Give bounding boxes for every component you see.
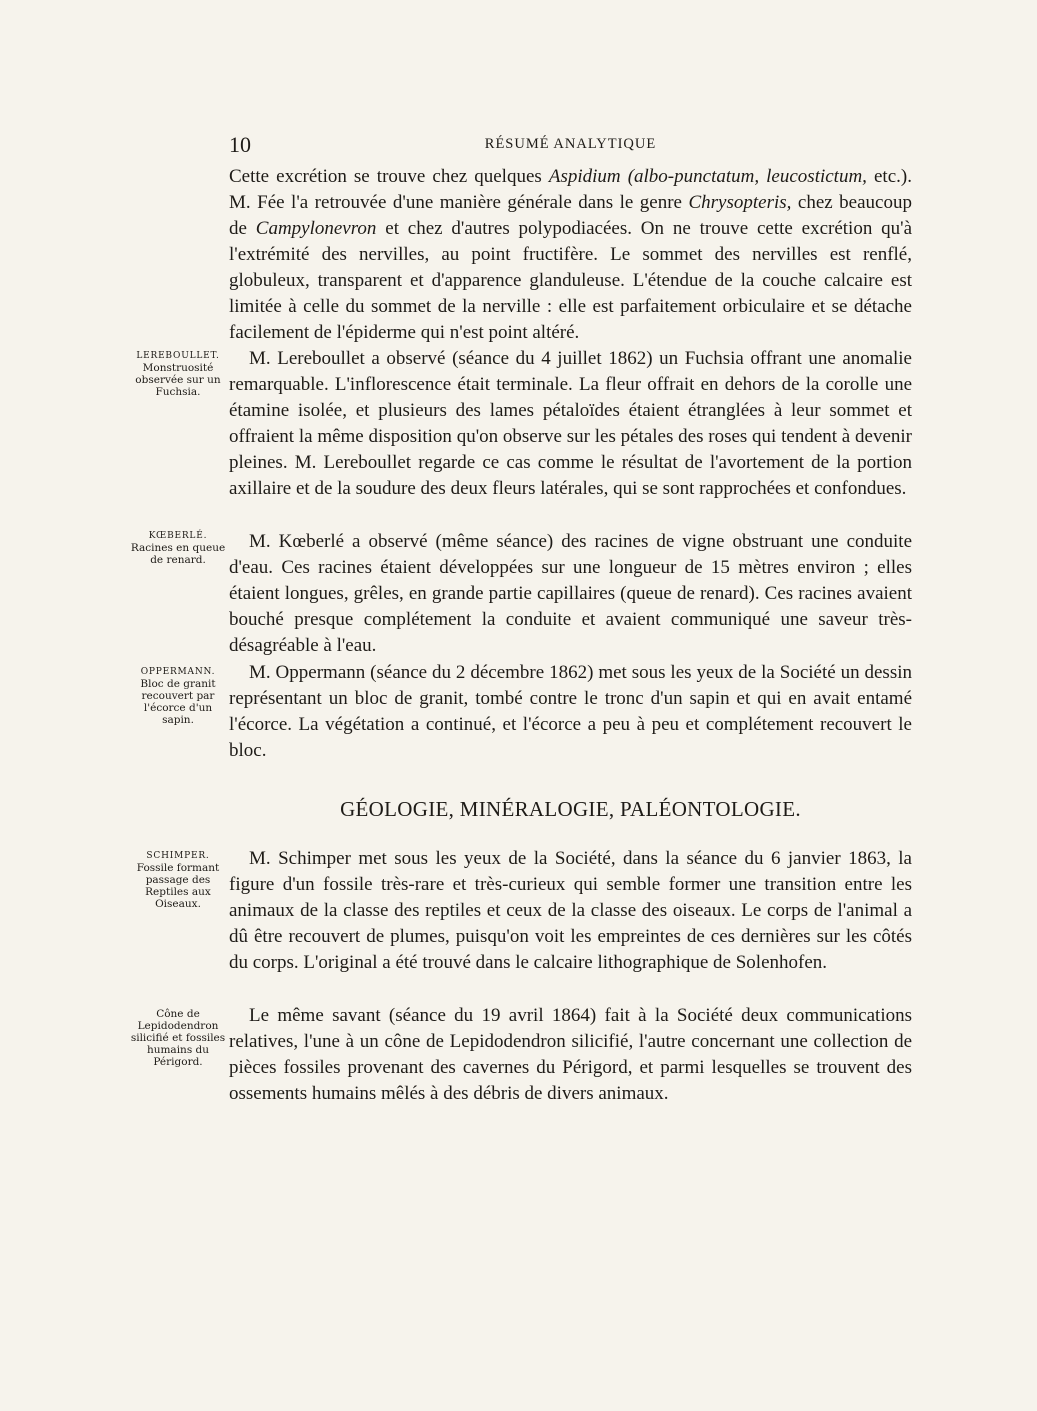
running-head: RÉSUMÉ ANALYTIQUE <box>484 136 657 152</box>
italic-genus: Chrysopteris, <box>688 192 792 213</box>
paragraph-text: M. Lereboullet a observé (séance du 4 juillet 1862) un Fuchsia offrant une anomalie remarquable. L'inflorescence était terminale. La fleur offrait en dehors de la corolle une étamine isolée, et plusieurs des lames pétaloïdes étaient étranglées à leur sommet et offraient la même disposition qu'on observe sur les pétales des roses qui tendent à devenir pleines. M. Lereboullet regarde ce cas comme le résultat de l'avortement de la portion axillaire et de la soudure des deux fleurs latérales, qui se sont rapprochées et confondues. <box>229 348 912 499</box>
paragraph-koeberle <box>229 529 912 659</box>
paragraph-text: M. Schimper met sous les yeux de la Société, dans la séance du 6 janvier 1863, la figure d'un fossile très-rare et très-curieux qui semble former une transition entre les animaux de la classe des reptiles et ceux de la classe des oiseaux. Le corps de l'animal a dû être recouvert de plumes, puisqu'on voit les empreintes de ces dernières sur les côtés du corps. L'original a été trouvé dans le calcaire lithographique de Solenhofen. <box>229 848 912 973</box>
margin-note-author: LEREBOULLET. <box>136 351 220 361</box>
paragraph-schimper <box>229 846 912 976</box>
margin-note-author: OPPERMANN. <box>140 667 216 677</box>
paragraph-lepidodendron <box>229 1003 912 1107</box>
margin-note-koeberle <box>130 530 226 566</box>
paragraph-text: M. Kœberlé a observé (même séance) des racines de vigne obstruant une conduite d'eau. Ces racines étaient développées sur une longueur de 15 mètres environ ; elles étaient longues, grêles, en grande partie capillaires (queue de renard). Ces racines avaient bouché presque complétement la conduite et avaient communiqué une saveur très-désagréable à l'eau. <box>229 531 912 656</box>
paragraph-excretion <box>229 164 912 346</box>
section-title: GÉOLOGIE, MINÉRALOGIE, PALÉONTOLOGIE. <box>340 797 801 821</box>
margin-note-lepidodendron <box>130 1008 226 1068</box>
page-header <box>229 132 912 158</box>
page-number: 10 <box>229 132 251 157</box>
paragraph-text: Cette excrétion se trouve chez quelques Aspidium (albo-punctatum, leucostictum, etc.). M. Fée l'a retrouvée d'une manière générale dans le genre Chrysopteris, chez beaucoup de Campylonevron et chez d'autres polypodiacées. On ne trouve cette excrétion qu'à l'extrémité des nervilles, au point fructifère. Le sommet des nervilles est renflé, globuleux, transparent et d'apparence glanduleuse. L'étendue de la couche calcaire est limitée à celle du sommet de la nerville : elle est parfaitement orbiculaire et se détache facilement de l'épiderme qui n'est point altéré. <box>229 166 913 343</box>
margin-note-text: Racines en queue de renard. <box>130 542 226 566</box>
margin-note-oppermann <box>130 666 226 726</box>
margin-note-text: Bloc de granit recouvert par l'écorce d'un sapin. <box>140 678 216 726</box>
margin-note-lereboullet <box>130 350 226 398</box>
margin-note-text: Fossile formant passage des Reptiles aux Oiseaux. <box>136 862 220 910</box>
paragraph-lereboullet <box>229 346 912 502</box>
paragraph-oppermann <box>229 660 912 764</box>
margin-note-author: KŒBERLÉ. <box>148 531 208 541</box>
italic-genus: Campylonevron <box>255 218 377 239</box>
margin-note-text: Cône de Lepidodendron silicifié et fossiles humains du Périgord. <box>130 1008 226 1068</box>
italic-genus: Aspidium (albo-punctatum, leucostictum, <box>548 166 867 187</box>
paragraph-text: Le même savant (séance du 19 avril 1864) fait à la Société deux communications relatives, l'une à un cône de Lepidodendron silicifié, l'autre concernant une collection de pièces fossiles provenant des cavernes du Périgord, et parmi lesquelles se trouvent des ossements humains mêlés à des débris de divers animaux. <box>229 1005 912 1104</box>
margin-note-schimper <box>130 850 226 910</box>
margin-note-author: SCHIMPER. <box>146 851 210 861</box>
paragraph-text: M. Oppermann (séance du 2 décembre 1862) met sous les yeux de la Société un dessin représentant un bloc de granit, tombé contre le tronc d'un sapin et qui en avait entamé l'écorce. La végétation a continué, et l'écorce a peu à peu et complétement recouvert le bloc. <box>229 662 912 761</box>
margin-note-text: Monstruosité observée sur un Fuchsia. <box>135 362 221 398</box>
